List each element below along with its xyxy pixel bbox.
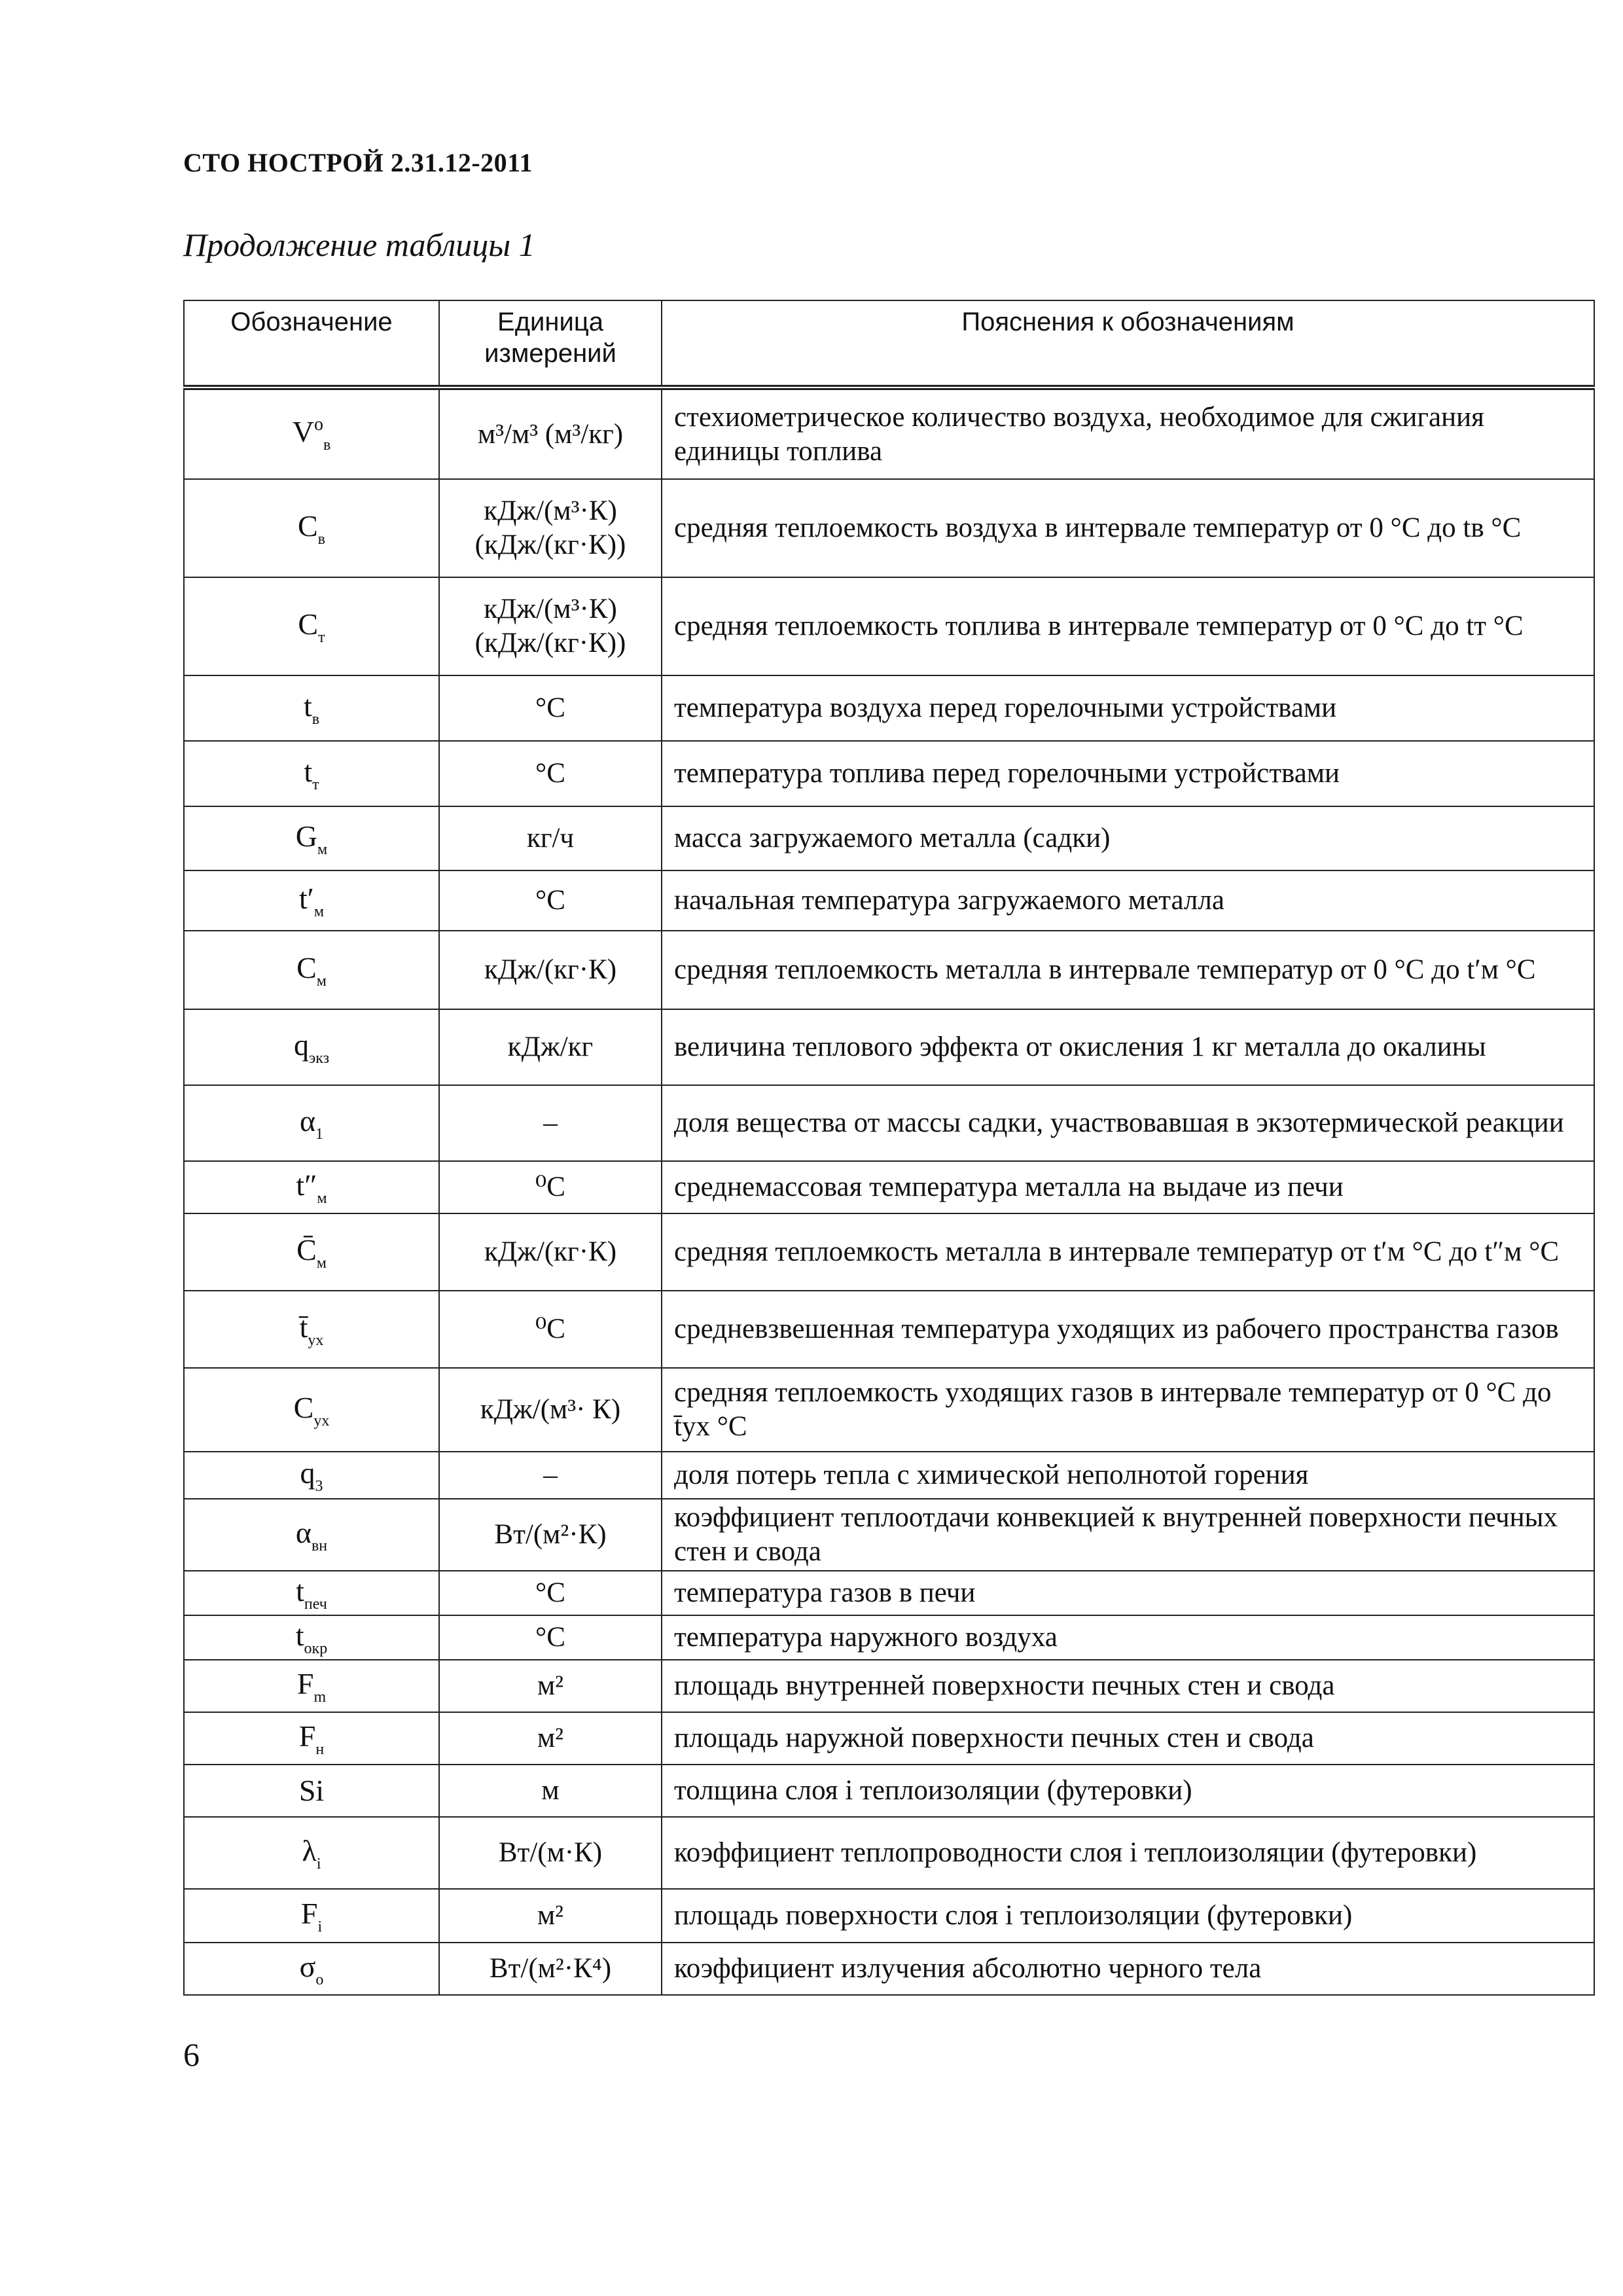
symbol-letter: t″	[296, 1168, 317, 1202]
symbol-superscript: o	[313, 414, 323, 435]
symbol-subscript: печ	[304, 1595, 327, 1613]
table-row	[184, 1943, 1594, 1995]
description-cell: средняя теплоемкость уходящих газов в интервале температур от 0 °С до t̄ух °С	[662, 1368, 1594, 1452]
table-row	[184, 577, 1594, 675]
symbol-cell	[184, 1571, 439, 1615]
symbol-subscript: 1	[315, 1125, 324, 1143]
description-cell: средняя теплоемкость воздуха в интервале температур от 0 °С до tв °С	[662, 479, 1594, 577]
unit-cell: м	[439, 1765, 662, 1817]
symbol-cell	[184, 1009, 439, 1085]
symbol-letter: α	[299, 1103, 316, 1138]
unit-cell: Вт/(м²·К)	[439, 1499, 662, 1571]
unit-cell: °С	[439, 675, 662, 741]
table-row	[184, 1161, 1594, 1213]
symbol-letter: Si	[298, 1774, 325, 1808]
unit-cell: –	[439, 1085, 662, 1161]
symbol-subscript: м	[316, 1254, 327, 1272]
symbol-cell	[184, 1817, 439, 1889]
symbol-subscript: т	[318, 628, 325, 646]
description-cell: средняя теплоемкость топлива в интервале температур от 0 °С до tт °С	[662, 577, 1594, 675]
symbol-subscript: окр	[304, 1640, 328, 1657]
symbol-letter: t	[303, 689, 312, 723]
unit-cell: °С	[439, 870, 662, 931]
table-row	[184, 1009, 1594, 1085]
symbol-letter: q	[293, 1028, 309, 1062]
symbol-subscript: м	[313, 903, 325, 920]
symbol-cell	[184, 1712, 439, 1765]
unit-cell: м²	[439, 1889, 662, 1943]
table-row	[184, 1213, 1594, 1291]
description-cell: площадь наружной поверхности печных стен и свода	[662, 1712, 1594, 1765]
symbol-letter: t	[295, 1618, 304, 1652]
table-row	[184, 806, 1594, 870]
table-row	[184, 1499, 1594, 1571]
symbol-letter: G	[295, 819, 318, 853]
symbol-subscript: н	[315, 1740, 325, 1758]
description-cell: стехиометрическое количество воздуха, необходимое для сжигания единицы топлива	[662, 387, 1594, 479]
description-cell: температура топлива перед горелочными устройствами	[662, 741, 1594, 806]
unit-cell: °С	[439, 1615, 662, 1660]
symbol-cell	[184, 1368, 439, 1452]
symbol-subscript: м	[317, 840, 328, 858]
symbol-letter: C	[298, 607, 319, 641]
symbol-letter: t	[296, 1573, 304, 1607]
symbol-cell	[184, 870, 439, 931]
description-cell: начальная температура загружаемого металла	[662, 870, 1594, 931]
symbol-cell	[184, 387, 439, 479]
description-cell: температура газов в печи	[662, 1571, 1594, 1615]
unit-cell: ⁰С	[439, 1291, 662, 1368]
table-row	[184, 931, 1594, 1009]
symbol-letter: C	[296, 950, 317, 984]
symbol-subscript: в	[317, 530, 326, 548]
table-row	[184, 1615, 1594, 1660]
description-cell: масса загружаемого металла (садки)	[662, 806, 1594, 870]
symbol-subscript: вн	[311, 1537, 328, 1554]
symbol-cell	[184, 1889, 439, 1943]
symbol-cell	[184, 931, 439, 1009]
table-row	[184, 1660, 1594, 1712]
table-row	[184, 1889, 1594, 1943]
table-caption: Продолжение таблицы 1	[183, 226, 535, 263]
description-cell: величина теплового эффекта от окисления 1 кг металла до окалины	[662, 1009, 1594, 1085]
description-cell: коэффициент теплопроводности слоя i теплоизоляции (футеровки)	[662, 1817, 1594, 1889]
symbol-subscript: i	[317, 1918, 323, 1935]
symbol-cell	[184, 1291, 439, 1368]
symbol-subscript: т	[312, 776, 319, 793]
symbol-subscript: экз	[308, 1049, 330, 1067]
symbol-cell	[184, 741, 439, 806]
unit-cell: Вт/(м·К)	[439, 1817, 662, 1889]
symbol-letter: t	[304, 754, 313, 788]
description-cell: температура наружного воздуха	[662, 1615, 1594, 1660]
symbols-table	[183, 300, 1595, 1996]
description-cell: площадь поверхности слоя i теплоизоляции (футеровки)	[662, 1889, 1594, 1943]
symbol-letter: t̄	[299, 1310, 308, 1344]
symbol-subscript: в	[312, 710, 320, 728]
description-cell: температура воздуха перед горелочными устройствами	[662, 675, 1594, 741]
unit-cell: ⁰С	[439, 1161, 662, 1213]
symbol-letter: F	[296, 1666, 314, 1700]
table-row	[184, 387, 1594, 479]
symbol-cell	[184, 1452, 439, 1499]
symbol-letter: F	[298, 1719, 316, 1753]
description-cell: коэффициент теплоотдачи конвекцией к внутренней поверхности печных стен и свода	[662, 1499, 1594, 1571]
unit-cell: м³/м³ (м³/кг)	[439, 387, 662, 479]
description-cell: доля потерь тепла с химической неполнотой горения	[662, 1452, 1594, 1499]
unit-cell: кДж/(м³·К) (кДж/(кг·К))	[439, 577, 662, 675]
table-row	[184, 741, 1594, 806]
table-row	[184, 1452, 1594, 1499]
unit-cell: кДж/(кг·К)	[439, 931, 662, 1009]
table-row	[184, 1085, 1594, 1161]
symbol-subscript: 3	[315, 1477, 323, 1495]
table-row	[184, 1291, 1594, 1368]
symbol-cell	[184, 675, 439, 741]
symbol-cell	[184, 1499, 439, 1571]
symbol-letter: C̄	[296, 1232, 317, 1266]
unit-cell: Вт/(м²·К⁴)	[439, 1943, 662, 1995]
symbol-subscript: m	[313, 1688, 327, 1706]
column-header-unit: Единица измерений	[439, 300, 662, 387]
symbol-cell	[184, 1161, 439, 1213]
description-cell: средняя теплоемкость металла в интервале температур от t′м °С до t″м °С	[662, 1213, 1594, 1291]
symbol-subscript: м	[317, 1189, 327, 1207]
description-cell: среднемассовая температура металла на выдаче из печи	[662, 1161, 1594, 1213]
table-row	[184, 675, 1594, 741]
symbol-cell	[184, 1085, 439, 1161]
description-cell: толщина слоя i теплоизоляции (футеровки)	[662, 1765, 1594, 1817]
table-row	[184, 1368, 1594, 1452]
page-number: 6	[183, 2036, 200, 2073]
symbol-cell	[184, 577, 439, 675]
table-row	[184, 870, 1594, 931]
symbol-letter: C	[293, 1390, 314, 1424]
table-header-row	[184, 300, 1594, 387]
symbol-cell	[184, 479, 439, 577]
unit-cell: кДж/(м³· К)	[439, 1368, 662, 1452]
unit-cell: °С	[439, 1571, 662, 1615]
description-cell: доля вещества от массы садки, участвовавшая в экзотермической реакции	[662, 1085, 1594, 1161]
symbol-cell	[184, 806, 439, 870]
description-cell: коэффициент излучения абсолютно черного тела	[662, 1943, 1594, 1995]
symbol-letter: q	[300, 1456, 315, 1490]
symbol-subscript: ух	[313, 1412, 330, 1429]
symbol-subscript: i	[316, 1855, 321, 1873]
symbol-cell	[184, 1213, 439, 1291]
column-header-description: Пояснения к обозначениям	[662, 300, 1594, 387]
symbol-letter: λ	[302, 1833, 317, 1867]
symbol-subscript: о	[315, 1971, 324, 1988]
unit-cell: м²	[439, 1712, 662, 1765]
unit-cell: м²	[439, 1660, 662, 1712]
table-row	[184, 1817, 1594, 1889]
symbol-letter: C	[297, 509, 318, 543]
table-row	[184, 1571, 1594, 1615]
symbol-letter: σ	[299, 1949, 316, 1983]
unit-cell: кДж/(м³·К) (кДж/(кг·К))	[439, 479, 662, 577]
unit-cell: –	[439, 1452, 662, 1499]
symbol-subscript: м	[316, 972, 327, 990]
symbol-cell	[184, 1660, 439, 1712]
description-cell: средневзвешенная температура уходящих из рабочего пространства газов	[662, 1291, 1594, 1368]
description-cell: средняя теплоемкость металла в интервале температур от 0 °С до t′м °С	[662, 931, 1594, 1009]
table-row	[184, 1765, 1594, 1817]
symbol-cell	[184, 1615, 439, 1660]
unit-cell: кДж/кг	[439, 1009, 662, 1085]
unit-cell: кДж/(кг·К)	[439, 1213, 662, 1291]
symbol-subscript: ух	[308, 1331, 324, 1349]
table-body	[184, 387, 1594, 1995]
unit-cell: кг/ч	[439, 806, 662, 870]
symbol-letter: α	[295, 1515, 312, 1549]
column-header-symbol: Обозначение	[184, 300, 439, 387]
symbol-letter: t′	[298, 881, 314, 915]
symbol-cell	[184, 1943, 439, 1995]
symbol-letter: F	[300, 1896, 318, 1930]
symbol-letter: V	[292, 415, 314, 449]
table-row	[184, 479, 1594, 577]
symbol-cell	[184, 1765, 439, 1817]
description-cell: площадь внутренней поверхности печных стен и свода	[662, 1660, 1594, 1712]
document-header: СТО НОСТРОЙ 2.31.12-2011	[183, 148, 533, 177]
table-row	[184, 1712, 1594, 1765]
unit-cell: °С	[439, 741, 662, 806]
symbol-subscript: в	[323, 437, 331, 454]
